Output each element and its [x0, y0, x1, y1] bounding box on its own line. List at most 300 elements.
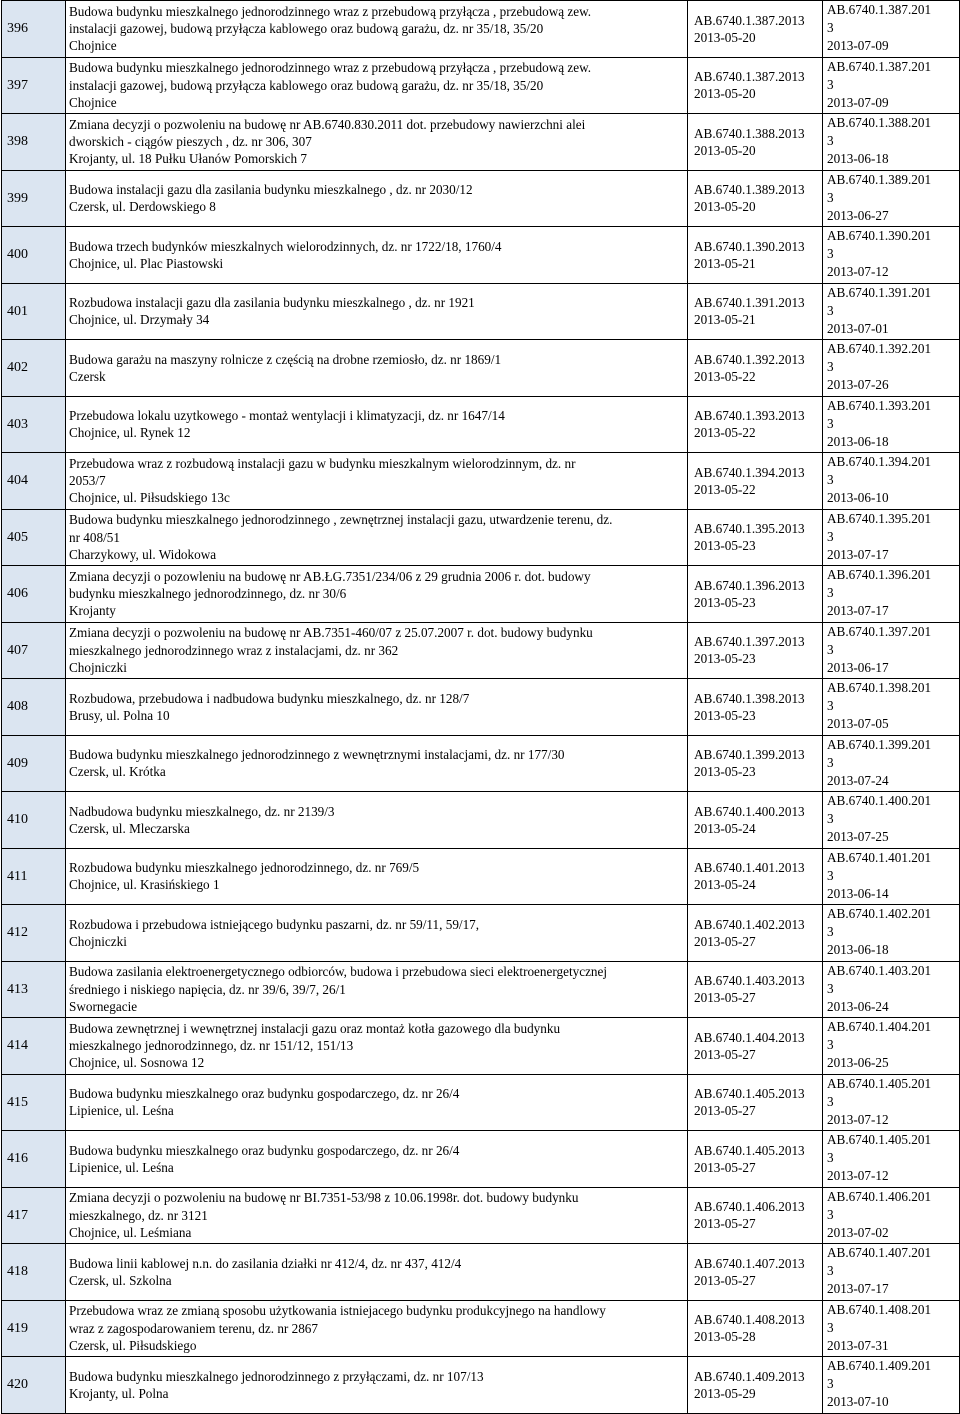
description-line: instalacji gazowej, budową przyłącza kablowego oraz budową garażu, dz. nr 35/18, 35/20 [69, 77, 544, 93]
table-row [2, 566, 960, 623]
description-line: mieszkalnego jednorodzinnego wraz z instalacjami, dz. nr 362 [69, 642, 399, 658]
table-row [2, 961, 960, 1018]
description-cell [66, 340, 688, 397]
application-cell [688, 1074, 823, 1131]
decision-sign: AB.6740.1.398.201 [827, 680, 932, 695]
decision-sign: 3 [827, 472, 834, 487]
description-line: Chojnice, ul. Leśmiana [69, 1224, 192, 1240]
decision-cell [823, 1018, 960, 1075]
row-number: 404 [2, 453, 66, 510]
decision-sign: AB.6740.1.388.201 [827, 115, 932, 130]
decision-cell [823, 905, 960, 962]
decision-date: 2013-07-05 [827, 716, 889, 731]
description-line: nr 408/51 [69, 529, 120, 545]
decision-cell [823, 566, 960, 623]
decision-sign: AB.6740.1.387.201 [827, 2, 932, 17]
description-line: Czersk, ul. Krótka [69, 764, 166, 780]
description-cell [66, 1074, 688, 1131]
application-sign: AB.6740.1.407.2013 [694, 1255, 805, 1271]
decision-date: 2013-07-31 [827, 1337, 889, 1353]
table-row [2, 1018, 960, 1075]
application-date: 2013-05-20 [694, 29, 756, 45]
decision-date: 2013-07-17 [827, 546, 889, 562]
row-number: 419 [2, 1300, 66, 1357]
description-cell [66, 905, 688, 962]
row-number: 415 [2, 1074, 66, 1131]
decision-sign: AB.6740.1.393.201 [827, 397, 932, 413]
application-date: 2013-05-21 [694, 255, 756, 271]
application-cell [688, 622, 823, 679]
application-cell [688, 1357, 823, 1414]
application-sign: AB.6740.1.393.2013 [694, 408, 805, 424]
description-line: Czersk, ul. Piłsudskiego [69, 1337, 197, 1353]
application-sign: AB.6740.1.389.2013 [694, 182, 805, 198]
description-cell [66, 622, 688, 679]
row-number: 406 [2, 566, 66, 623]
decision-cell [823, 1244, 960, 1301]
description-line: Krojanty, ul. 18 Pułku Ułanów Pomorskich 7 [69, 151, 307, 167]
application-cell [688, 848, 823, 905]
description-line: Chojnice [69, 38, 117, 54]
decision-sign: 3 [827, 1263, 834, 1278]
application-sign: AB.6740.1.387.2013 [694, 12, 805, 28]
decision-date: 2013-06-18 [827, 151, 889, 166]
decision-sign: AB.6740.1.407.201 [827, 1245, 932, 1260]
decision-sign: 3 [827, 76, 834, 92]
row-number: 397 [2, 57, 66, 114]
application-cell [688, 1131, 823, 1188]
decision-date: 2013-06-18 [827, 942, 889, 957]
table-row [2, 57, 960, 114]
decision-sign: AB.6740.1.401.201 [827, 849, 932, 865]
decision-sign: 3 [827, 1037, 834, 1052]
decision-date: 2013-07-12 [827, 264, 889, 279]
decision-cell [823, 792, 960, 849]
table-row [2, 396, 960, 453]
application-sign: AB.6740.1.399.2013 [694, 747, 805, 763]
description-line: Budowa budynku mieszkalnego jednorodzinnego wraz z przebudową przyłącza , przebudową zew. [69, 60, 592, 76]
application-cell [688, 227, 823, 284]
decision-cell [823, 227, 960, 284]
description-line: instalacji gazowej, budową przyłącza kablowego oraz budową garażu, dz. nr 35/18, 35/20 [69, 21, 544, 37]
decision-sign: 3 [827, 1206, 834, 1222]
application-sign: AB.6740.1.394.2013 [694, 464, 805, 480]
application-date: 2013-05-22 [694, 481, 756, 497]
description-line: Lipienice, ul. Leśna [69, 1159, 174, 1175]
description-line: 2053/7 [69, 473, 106, 489]
description-cell [66, 114, 688, 171]
decision-sign: 3 [827, 528, 834, 544]
table-row [2, 735, 960, 792]
application-cell [688, 1244, 823, 1301]
application-sign: AB.6740.1.387.2013 [694, 69, 805, 85]
decision-sign: 3 [827, 189, 834, 205]
decision-cell [823, 453, 960, 510]
decision-cell [823, 1131, 960, 1188]
row-number: 399 [2, 170, 66, 227]
decision-sign: 3 [827, 641, 834, 657]
decision-sign: AB.6740.1.397.201 [827, 623, 932, 639]
description-cell [66, 848, 688, 905]
decision-cell [823, 1074, 960, 1131]
application-sign: AB.6740.1.398.2013 [694, 690, 805, 706]
application-sign: AB.6740.1.401.2013 [694, 860, 805, 876]
application-date: 2013-05-23 [694, 538, 756, 554]
application-cell [688, 170, 823, 227]
table-row [2, 1244, 960, 1301]
decision-date: 2013-07-24 [827, 772, 889, 788]
row-number: 410 [2, 792, 66, 849]
application-cell [688, 1187, 823, 1244]
decision-sign: 3 [827, 867, 834, 883]
row-number: 401 [2, 283, 66, 340]
row-number: 414 [2, 1018, 66, 1075]
application-date: 2013-05-22 [694, 425, 756, 441]
table-row [2, 792, 960, 849]
decision-sign: AB.6740.1.399.201 [827, 736, 932, 752]
table-row [2, 679, 960, 736]
table-row [2, 509, 960, 566]
description-line: Lipienice, ul. Leśna [69, 1103, 174, 1119]
row-number: 402 [2, 340, 66, 397]
description-line: Krojanty, ul. Polna [69, 1385, 169, 1401]
description-cell [66, 1, 688, 58]
decision-sign: 3 [827, 20, 834, 35]
description-line: Chojnice, ul. Krasińskiego 1 [69, 877, 220, 893]
description-line: Budowa garażu na maszyny rolnicze z częścią na drobne rzemiosło, dz. nr 1869/1 [69, 351, 502, 367]
decision-sign: AB.6740.1.409.201 [827, 1358, 932, 1373]
description-cell [66, 1300, 688, 1357]
application-sign: AB.6740.1.409.2013 [694, 1368, 805, 1384]
decision-date: 2013-07-01 [827, 320, 889, 336]
decision-date: 2013-06-27 [827, 207, 889, 223]
decision-date: 2013-06-14 [827, 885, 889, 901]
permits-table-body [2, 1, 960, 1414]
row-number: 412 [2, 905, 66, 962]
decision-sign: AB.6740.1.405.201 [827, 1075, 932, 1091]
decision-sign: 3 [827, 585, 834, 600]
row-number: 420 [2, 1357, 66, 1414]
application-sign: AB.6740.1.402.2013 [694, 916, 805, 932]
application-cell [688, 566, 823, 623]
table-row [2, 1074, 960, 1131]
decision-date: 2013-06-24 [827, 998, 889, 1014]
decision-date: 2013-07-02 [827, 1224, 889, 1240]
description-cell [66, 453, 688, 510]
row-number: 411 [2, 848, 66, 905]
decision-sign: AB.6740.1.390.201 [827, 228, 932, 243]
application-sign: AB.6740.1.395.2013 [694, 521, 805, 537]
application-cell [688, 905, 823, 962]
application-date: 2013-05-27 [694, 1272, 756, 1288]
description-line: Brusy, ul. Polna 10 [69, 707, 170, 723]
description-line: Zmiana decyzji o pozwoleniu na budowę nr AB.6740.830.2011 dot. przebudowy nawierzchni alei [69, 116, 586, 132]
description-line: Chojnice, ul. Piłsudskiego 13c [69, 490, 230, 506]
decision-sign: AB.6740.1.394.201 [827, 454, 932, 469]
decision-date: 2013-07-26 [827, 377, 889, 392]
decision-cell [823, 170, 960, 227]
application-cell [688, 340, 823, 397]
table-row [2, 622, 960, 679]
description-line: mieszkalnego, dz. nr 3121 [69, 1207, 208, 1223]
description-line: Rozbudowa i przebudowa istniejącego budynku paszarni, dz. nr 59/11, 59/17, [69, 916, 480, 932]
description-cell [66, 792, 688, 849]
description-line: Budowa budynku mieszkalnego oraz budynku gospodarczego, dz. nr 26/4 [69, 1086, 460, 1102]
application-sign: AB.6740.1.404.2013 [694, 1029, 805, 1045]
table-row [2, 1357, 960, 1414]
decision-sign: 3 [827, 811, 834, 826]
description-line: Charzykowy, ul. Widokowa [69, 546, 217, 562]
application-cell [688, 1, 823, 58]
decision-sign: 3 [827, 698, 834, 713]
description-line: Budowa trzech budynków mieszkalnych wielorodzinnych, dz. nr 1722/18, 1760/4 [69, 238, 502, 254]
description-line: Zmiana decyzji o pozowleniu na budowę nr AB.ŁG.7351/234/06 z 29 grudnia 2006 r. dot. budowy [69, 568, 591, 584]
description-line: Budowa instalacji gazu dla zasilania budynku mieszkalnego , dz. nr 2030/12 [69, 182, 473, 198]
description-cell [66, 566, 688, 623]
description-line: Budowa zewnętrznej i wewnętrznej instalacji gazu oraz montaż kotła gazowego dla budynku [69, 1020, 561, 1036]
application-date: 2013-05-27 [694, 1216, 756, 1232]
decision-date: 2013-07-12 [827, 1168, 889, 1183]
decision-date: 2013-07-17 [827, 603, 889, 618]
table-row [2, 848, 960, 905]
decision-cell [823, 1, 960, 58]
description-line: Budowa budynku mieszkalnego jednorodzinnego , zewnętrznej instalacji gazu, utwardzenie terenu, dz. [69, 512, 613, 528]
application-cell [688, 283, 823, 340]
description-line: Budowa budynku mieszkalnego jednorodzinnego z wewnętrznymi instalacjami, dz. nr 177/30 [69, 747, 565, 763]
decision-sign: AB.6740.1.389.201 [827, 171, 932, 187]
application-date: 2013-05-29 [694, 1385, 756, 1401]
application-sign: AB.6740.1.388.2013 [694, 125, 805, 141]
description-cell [66, 1018, 688, 1075]
application-sign: AB.6740.1.405.2013 [694, 1142, 805, 1158]
description-cell [66, 509, 688, 566]
description-line: Zmiana decyzji o pozwoleniu na budowę nr BI.7351-53/98 z 10.06.1998r. dot. budowy budynku [69, 1190, 579, 1206]
description-line: Chojnice, ul. Sosnowa 12 [69, 1055, 205, 1071]
description-line: Przebudowa wraz z rozbudową instalacji gazu w budynku mieszkalnym wielorodzinnym, dz. nr [69, 455, 576, 471]
description-cell [66, 961, 688, 1018]
decision-cell [823, 340, 960, 397]
description-line: Czersk, ul. Mleczarska [69, 820, 190, 836]
description-line: Chojnice [69, 94, 117, 110]
row-number: 407 [2, 622, 66, 679]
row-number: 408 [2, 679, 66, 736]
application-sign: AB.6740.1.405.2013 [694, 1086, 805, 1102]
decision-sign: 3 [827, 246, 834, 261]
description-line: Nadbudowa budynku mieszkalnego, dz. nr 2139/3 [69, 803, 335, 819]
description-cell [66, 1357, 688, 1414]
application-cell [688, 396, 823, 453]
row-number: 416 [2, 1131, 66, 1188]
table-row [2, 170, 960, 227]
decision-sign: 3 [827, 133, 834, 148]
application-sign: AB.6740.1.397.2013 [694, 634, 805, 650]
decision-sign: AB.6740.1.404.201 [827, 1019, 932, 1034]
decision-cell [823, 283, 960, 340]
description-cell [66, 1187, 688, 1244]
decision-cell [823, 735, 960, 792]
description-line: Budowa linii kablowej n.n. do zasilania działki nr 412/4, dz. nr 437, 412/4 [69, 1255, 462, 1271]
description-line: Chojnice, ul. Plac Piastowski [69, 255, 224, 271]
decision-date: 2013-07-12 [827, 1111, 889, 1127]
application-date: 2013-05-20 [694, 142, 756, 158]
decision-cell [823, 1187, 960, 1244]
decision-sign: AB.6740.1.405.201 [827, 1132, 932, 1147]
application-sign: AB.6740.1.392.2013 [694, 351, 805, 367]
application-date: 2013-05-23 [694, 651, 756, 667]
application-sign: AB.6740.1.396.2013 [694, 577, 805, 593]
decision-date: 2013-07-17 [827, 1281, 889, 1296]
description-cell [66, 283, 688, 340]
description-line: Rozbudowa instalacji gazu dla zasilania budynku mieszkalnego , dz. nr 1921 [69, 295, 475, 311]
application-sign: AB.6740.1.403.2013 [694, 973, 805, 989]
table-row [2, 283, 960, 340]
description-line: Budowa budynku mieszkalnego jednorodzinnego z przyłączami, dz. nr 107/13 [69, 1368, 484, 1384]
description-cell [66, 396, 688, 453]
application-sign: AB.6740.1.400.2013 [694, 803, 805, 819]
description-line: Przebudowa lokalu uzytkowego - montaż wentylacji i klimatyzacji, dz. nr 1647/14 [69, 408, 505, 424]
application-cell [688, 679, 823, 736]
application-cell [688, 792, 823, 849]
decision-sign: 3 [827, 302, 834, 318]
description-cell [66, 735, 688, 792]
description-line: Budowa zasilania elektroenergetycznego odbiorców, budowa i przebudowa sieci elektroenergetycznej [69, 964, 608, 980]
application-date: 2013-05-23 [694, 764, 756, 780]
application-sign: AB.6740.1.390.2013 [694, 238, 805, 254]
application-cell [688, 961, 823, 1018]
application-date: 2013-05-27 [694, 933, 756, 949]
row-number: 418 [2, 1244, 66, 1301]
application-date: 2013-05-20 [694, 199, 756, 215]
table-row [2, 905, 960, 962]
description-line: Swornegacie [69, 998, 138, 1014]
description-line: Budowa budynku mieszkalnego jednorodzinnego wraz z przebudową przyłącza , przebudową zew. [69, 3, 592, 19]
decision-date: 2013-06-17 [827, 659, 889, 675]
decision-sign: AB.6740.1.392.201 [827, 341, 932, 356]
table-row [2, 340, 960, 397]
row-number: 403 [2, 396, 66, 453]
decision-date: 2013-07-10 [827, 1394, 889, 1409]
decision-cell [823, 1300, 960, 1357]
application-sign: AB.6740.1.406.2013 [694, 1199, 805, 1215]
decision-sign: AB.6740.1.391.201 [827, 284, 932, 300]
decision-sign: 3 [827, 415, 834, 431]
application-date: 2013-05-21 [694, 312, 756, 328]
description-line: średniego i niskiego napięcia, dz. nr 39/6, 39/7, 26/1 [69, 981, 346, 997]
application-cell [688, 453, 823, 510]
application-date: 2013-05-28 [694, 1329, 756, 1345]
description-line: Budowa budynku mieszkalnego oraz budynku gospodarczego, dz. nr 26/4 [69, 1142, 460, 1158]
application-cell [688, 735, 823, 792]
application-date: 2013-05-24 [694, 877, 756, 893]
decision-date: 2013-07-25 [827, 829, 889, 844]
table-row [2, 227, 960, 284]
row-number: 400 [2, 227, 66, 284]
description-cell [66, 170, 688, 227]
description-line: Krojanty [69, 603, 116, 619]
decision-sign: 3 [827, 1093, 834, 1109]
table-row [2, 1187, 960, 1244]
application-cell [688, 114, 823, 171]
description-line: dworskich - ciągów pieszych , dz. nr 306, 307 [69, 134, 312, 150]
row-number: 405 [2, 509, 66, 566]
decision-sign: 3 [827, 924, 834, 939]
decision-sign: 3 [827, 1319, 834, 1335]
description-line: Czersk, ul. Szkolna [69, 1272, 172, 1288]
decision-cell [823, 396, 960, 453]
description-line: Chojniczki [69, 659, 127, 675]
decision-date: 2013-07-09 [827, 38, 889, 53]
row-number: 409 [2, 735, 66, 792]
decision-sign: AB.6740.1.406.201 [827, 1188, 932, 1204]
application-sign: AB.6740.1.408.2013 [694, 1312, 805, 1328]
description-cell [66, 1244, 688, 1301]
row-number: 398 [2, 114, 66, 171]
description-line: budynku mieszkalnego jednorodzinnego, dz. nr 30/6 [69, 586, 347, 602]
application-cell [688, 57, 823, 114]
description-line: Rozbudowa, przebudowa i nadbudowa budynku mieszkalnego, dz. nr 128/7 [69, 690, 470, 706]
decision-sign: 3 [827, 1376, 834, 1391]
row-number: 396 [2, 1, 66, 58]
decision-sign: AB.6740.1.408.201 [827, 1301, 932, 1317]
application-date: 2013-05-20 [694, 86, 756, 102]
application-cell [688, 1300, 823, 1357]
decision-sign: 3 [827, 359, 834, 374]
decision-sign: AB.6740.1.403.201 [827, 962, 932, 978]
decision-cell [823, 509, 960, 566]
description-line: Zmiana decyzji o pozwoleniu na budowę nr AB.7351-460/07 z 25.07.2007 r. dot. budowy budynku [69, 625, 593, 641]
table-row [2, 453, 960, 510]
application-sign: AB.6740.1.391.2013 [694, 295, 805, 311]
decision-cell [823, 114, 960, 171]
description-line: Chojnice, ul. Rynek 12 [69, 425, 191, 441]
application-cell [688, 1018, 823, 1075]
decision-sign: AB.6740.1.395.201 [827, 510, 932, 526]
table-row [2, 114, 960, 171]
application-date: 2013-05-27 [694, 1046, 756, 1062]
decision-sign: AB.6740.1.387.201 [827, 58, 932, 74]
decision-cell [823, 848, 960, 905]
application-date: 2013-05-22 [694, 368, 756, 384]
application-date: 2013-05-24 [694, 820, 756, 836]
application-date: 2013-05-27 [694, 1159, 756, 1175]
description-cell [66, 1131, 688, 1188]
decision-sign: 3 [827, 980, 834, 996]
decision-sign: AB.6740.1.402.201 [827, 906, 932, 921]
description-line: Czersk, ul. Derdowskiego 8 [69, 199, 216, 215]
description-line: Przebudowa wraz ze zmianą sposobu użytkowania istniejacego budynku produkcyjnego na handlowy [69, 1303, 606, 1319]
application-date: 2013-05-27 [694, 990, 756, 1006]
decision-cell [823, 679, 960, 736]
description-line: mieszkalnego jednorodzinnego, dz. nr 151/12, 151/13 [69, 1038, 354, 1054]
row-number: 417 [2, 1187, 66, 1244]
decision-date: 2013-07-09 [827, 94, 889, 110]
application-date: 2013-05-27 [694, 1103, 756, 1119]
decision-sign: AB.6740.1.400.201 [827, 793, 932, 808]
table-row [2, 1131, 960, 1188]
decision-cell [823, 961, 960, 1018]
decision-sign: 3 [827, 1150, 834, 1165]
description-line: Rozbudowa budynku mieszkalnego jednorodzinnego, dz. nr 769/5 [69, 860, 420, 876]
description-line: Chojnice, ul. Drzymały 34 [69, 312, 210, 328]
description-line: Chojniczki [69, 933, 127, 949]
description-line: Czersk [69, 368, 106, 384]
row-number: 413 [2, 961, 66, 1018]
application-date: 2013-05-23 [694, 594, 756, 610]
table-row [2, 1300, 960, 1357]
decision-date: 2013-06-18 [827, 433, 889, 449]
decision-cell [823, 57, 960, 114]
decision-sign: AB.6740.1.396.201 [827, 567, 932, 582]
